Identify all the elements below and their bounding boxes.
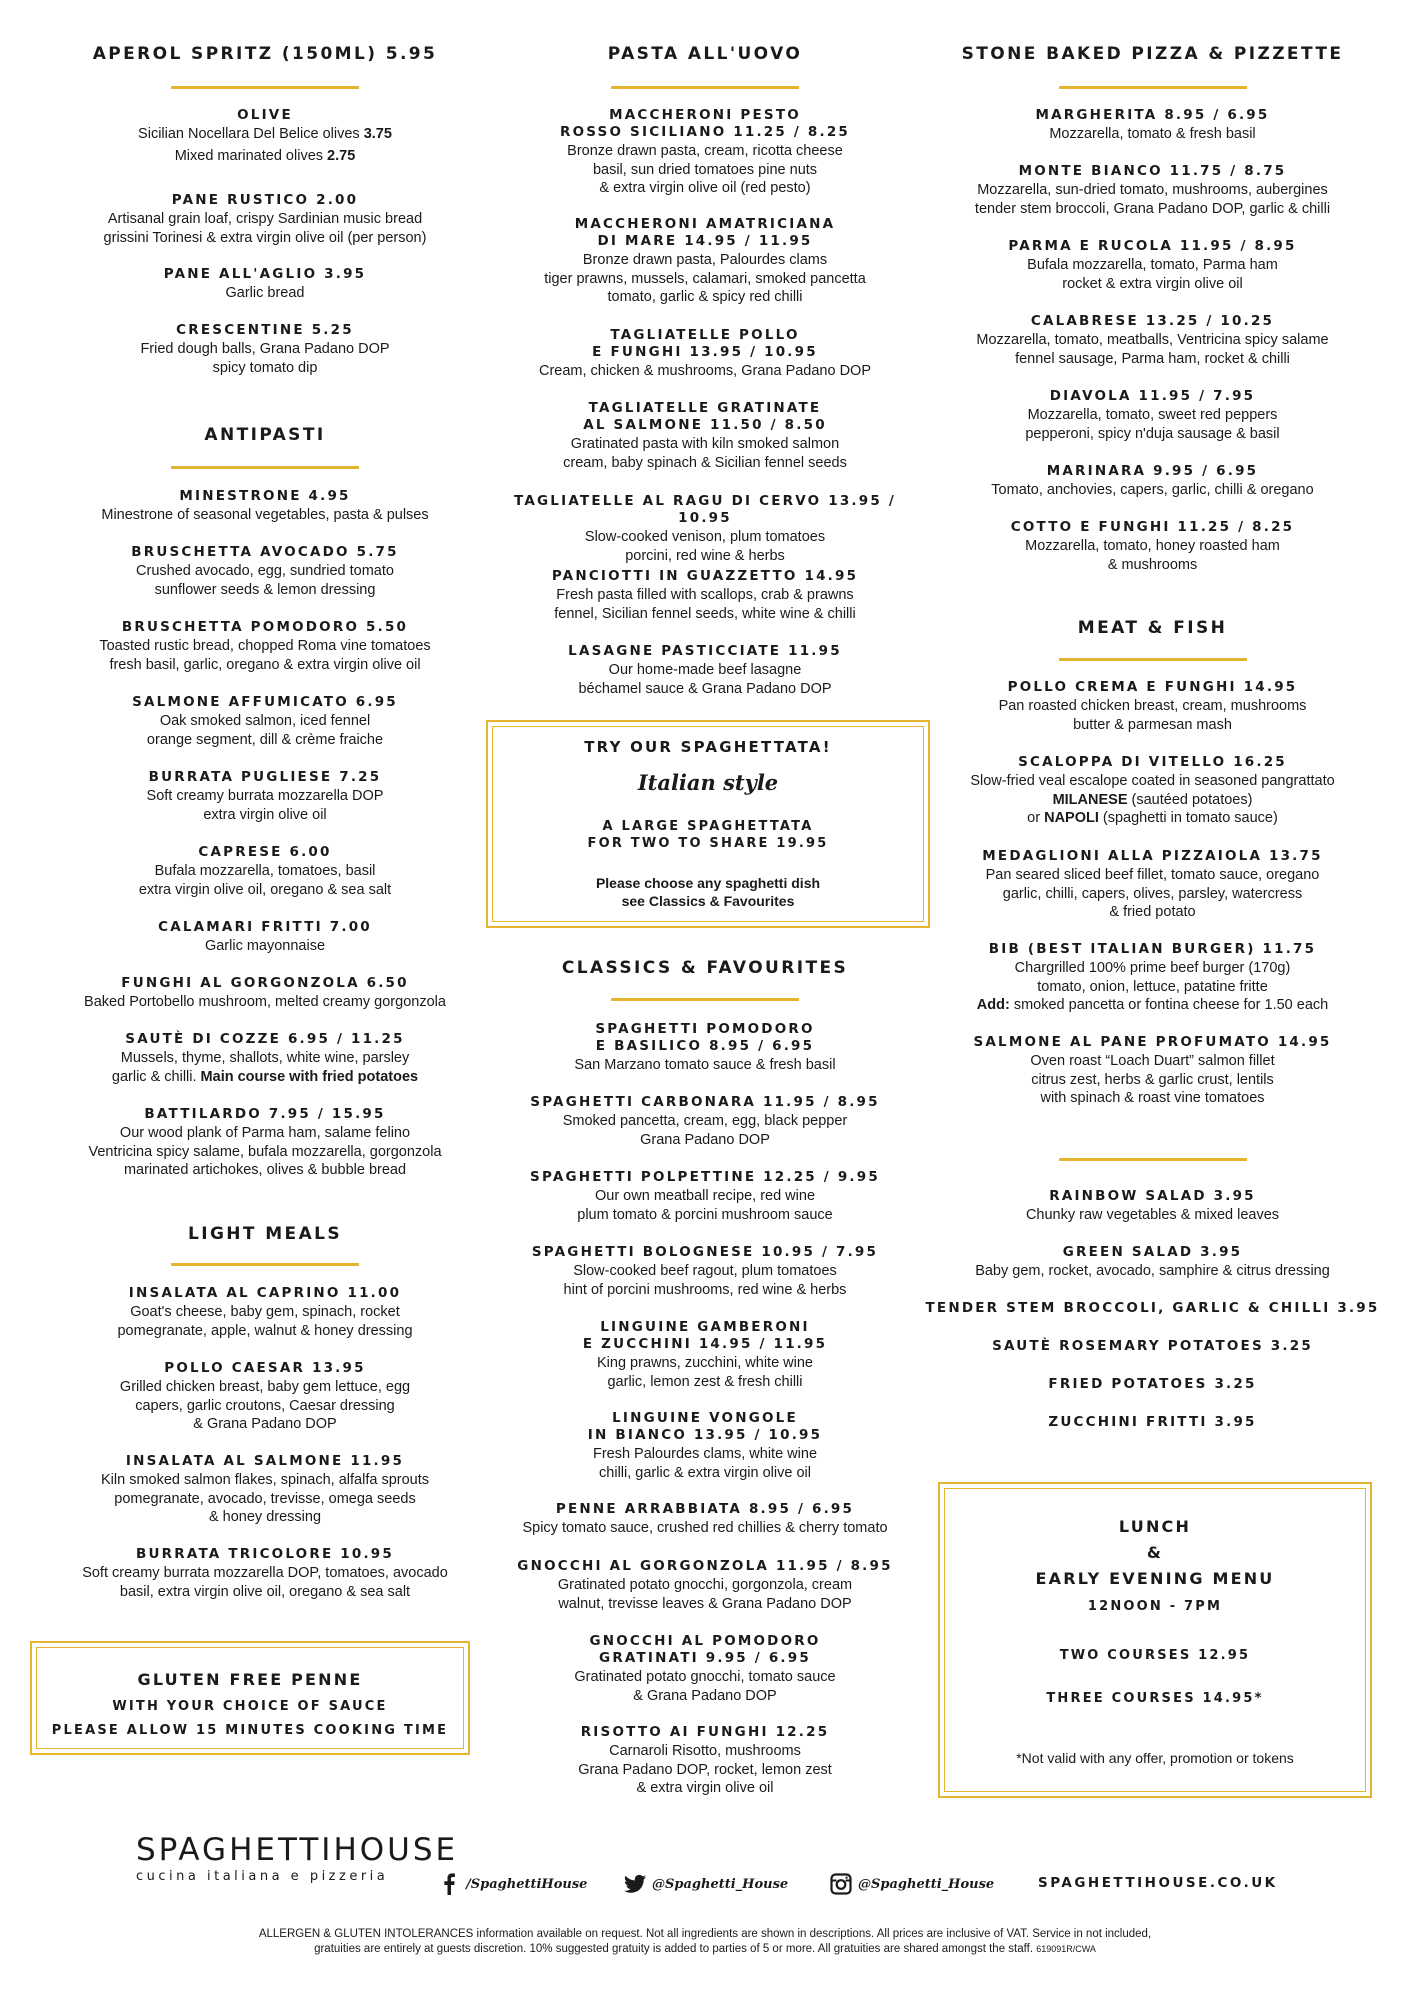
item-desc: Chunky raw vegetables & mixed leaves [1025,1207,1280,1223]
brand-logo [136,1833,458,1884]
spaghettata-box [486,720,930,928]
item-name: BURRATA PUGLIESE 7.25 [148,769,382,785]
gold-divider [611,86,799,89]
item-name: OLIVE [237,107,293,123]
item-desc: Garlic mayonnaise [204,938,326,954]
item-desc: Mussels, thyme, shallots, white wine, parsley [120,1050,410,1066]
item-desc: Slow-fried veal escalope coated in seasoned pangrattato [970,773,1335,789]
menu-item [40,322,490,377]
item-desc: Kiln smoked salmon flakes, spinach, alfalfa sprouts pomegranate, avocado, trevisse, omega seeds & honey dressing [100,1472,430,1525]
item-name: SALMONE AFFUMICATO 6.95 [132,694,398,710]
item-desc: Pan roasted chicken breast, cream, mushrooms butter & parmesan mash [998,698,1307,733]
twitter-link[interactable] [624,1873,788,1895]
twitter-icon [624,1873,646,1895]
item-desc: Grilled chicken breast, baby gem lettuce, egg capers, garlic croutons, Caesar dressing & Grana Padano DOP [119,1379,411,1432]
item-name: SPAGHETTI CARBONARA 11.95 / 8.95 [530,1094,880,1110]
item-desc: Mozzarella, tomato, sweet red peppers pepperoni, spicy n'duja sausage & basil [1025,407,1280,442]
menu-item [40,844,490,899]
menu-item [40,266,490,303]
menu-item [485,400,925,472]
item-desc [40,125,490,144]
item-desc [920,809,1385,828]
gluten-free-note: PLEASE ALLOW 15 MINUTES COOKING TIME [51,1723,449,1738]
spaghettata-note: Please choose any spaghetti dish [595,875,821,891]
item-desc: Slow-cooked venison, plum tomatoes porcini, red wine & herbs [584,529,826,564]
item-name: SPAGHETTI POLPETTINE 12.25 / 9.95 [530,1169,880,1185]
item-desc: Our wood plank of Parma ham, salame felino Ventricina spicy salame, bufala mozzarella, gorgonzola marinated artichokes, olives & bubble bread [88,1125,442,1178]
item-desc: Mozzarella, tomato, honey roasted ham & mushrooms [1025,538,1280,573]
item-name: SPAGHETTI POMODORO E BASILICO 8.95 / 6.95 [595,1021,815,1054]
saute-main-course: Main course with fried potatoes [200,1068,419,1085]
burger-add-label: Add: [976,997,1010,1013]
menu-item [40,192,490,247]
spaghettata-note: see Classics & Favourites [621,893,795,909]
spaghettata-offer: A LARGE SPAGHETTATA [602,819,814,834]
instagram-icon [830,1873,852,1895]
item-name: CRESCENTINE 5.25 [176,322,354,338]
olive-desc-1: Sicilian Nocellara Del Belice olives [138,126,360,142]
scaloppa-napoli-desc: (spaghetti in tomato sauce) [1098,810,1278,826]
menu-item [920,679,1385,734]
spaghettata-script: Italian style [637,770,779,795]
menu-item [40,694,490,749]
item-name: BRUSCHETTA POMODORO 5.50 [121,619,409,635]
item-name: FRIED POTATOES 3.25 [1048,1376,1257,1392]
item-desc: Baby gem, rocket, avocado, samphire & citrus dressing [975,1263,1330,1279]
section-title-antipasti: ANTIPASTI [204,425,326,445]
menu-item [485,493,925,565]
item-name: MACCHERONI AMATRICIANA DI MARE 14.95 / 11.95 [574,216,836,249]
spaghettata-price: FOR TWO TO SHARE 19.95 [587,836,829,851]
menu-item [485,1410,925,1482]
item-desc: Our own meatball recipe, red wine plum tomato & porcini mushroom sauce [577,1188,833,1223]
item-name: SCALOPPA DI VITELLO 16.25 [1018,754,1287,770]
facebook-link[interactable] [438,1873,587,1895]
burger-add-options: smoked pancetta or fontina cheese for 1.50 each [1009,997,1329,1013]
item-name: DIAVOLA 11.95 / 7.95 [1049,388,1256,404]
menu-item [40,488,490,525]
allergen-text: gratuities are entirely at guests discretion. 10% suggested gratuity is added to parties of 5 or more. All gratuities are shared amongst the staff. [314,1943,1034,1955]
item-desc: King prawns, zucchini, white wine garlic, lemon zest & fresh chilli [597,1355,813,1390]
gold-divider [171,466,359,469]
gold-divider [171,86,359,89]
olive-price-2: 2.75 [327,147,356,164]
item-name: CAPRESE 6.00 [198,844,332,860]
lunch-hours: 12NOON - 7PM [1087,1599,1223,1614]
item-desc: Slow-cooked beef ragout, plum tomatoes hint of porcini mushrooms, red wine & herbs [563,1263,847,1298]
item-name: PANCIOTTI IN GUAZZETTO 14.95 [551,568,859,584]
menu-item [920,107,1385,144]
menu-item [920,1188,1385,1225]
item-name: GNOCCHI AL POMODORO GRATINATI 9.95 / 6.95 [589,1633,821,1666]
scaloppa-or: or [1027,810,1045,826]
item-name: MACCHERONI PESTO ROSSO SICILIANO 11.25 / 8.25 [559,107,851,140]
gluten-free-title: GLUTEN FREE PENNE [137,1670,363,1689]
item-name: INSALATA AL CAPRINO 11.00 [128,1285,402,1301]
item-name: TENDER STEM BROCCOLI, GARLIC & CHILLI 3.95 [925,1300,1380,1316]
item-name: PENNE ARRABBIATA 8.95 / 6.95 [555,1501,855,1517]
item-name: GNOCCHI AL GORGONZOLA 11.95 / 8.95 [517,1558,893,1574]
item-desc: Mozzarella, sun-dried tomato, mushrooms, aubergines tender stem broccoli, Grana Padano DOP, garlic & chilli [974,182,1331,217]
saute-desc-2: garlic & chilli. [111,1068,197,1085]
menu-item [40,975,490,1012]
menu-item [485,1724,925,1798]
gluten-free-sauce: WITH YOUR CHOICE OF SAUCE [112,1699,388,1714]
item-desc: Minestrone of seasonal vegetables, pasta & pulses [101,507,429,523]
side-item [920,1376,1385,1393]
item-desc: Soft creamy burrata mozzarella DOP extra virgin olive oil [146,788,384,823]
early-evening-title: EARLY EVENING MENU [1035,1569,1275,1588]
item-desc: Carnaroli Risotto, mushrooms Grana Padano DOP, rocket, lemon zest & extra virgin olive oil [578,1743,832,1796]
menu-item [485,216,925,307]
item-desc: Smoked pancetta, cream, egg, black pepper Grana Padano DOP [562,1113,848,1148]
item-desc: Soft creamy burrata mozzarella DOP, tomatoes, avocado basil, extra virgin olive oil, oregano & sea salt [82,1565,448,1600]
item-name: GREEN SALAD 3.95 [1062,1244,1243,1260]
item-desc: Baked Portobello mushroom, melted creamy gorgonzola [84,994,446,1010]
item-name: PARMA E RUCOLA 11.95 / 8.95 [1008,238,1297,254]
menu-item [40,919,490,956]
menu-item [40,1360,490,1434]
item-desc: San Marzano tomato sauce & fresh basil [574,1057,836,1073]
brand-tagline: cucina italiana e pizzeria [136,1869,389,1884]
item-desc: Oak smoked salmon, iced fennel orange segment, dill & crème fraiche [146,713,384,748]
twitter-handle: @Spaghetti_House [652,1876,789,1892]
item-name: CALAMARI FRITTI 7.00 [158,919,372,935]
section-title-light-meals: LIGHT MEALS [187,1224,343,1244]
item-desc: Fresh pasta filled with scallops, crab & prawns fennel, Sicilian fennel seeds, white wine & chilli [554,587,856,622]
item-desc: Garlic bread [225,285,305,301]
item-desc [40,147,490,166]
olive-price-1: 3.75 [363,126,392,142]
item-desc: Bronze drawn pasta, Palourdes clams tiger prawns, mussels, calamari, smoked pancetta tomato, garlic & spicy red chilli [544,252,866,305]
item-name: MARGHERITA 8.95 / 6.95 [1035,107,1270,123]
item-desc: Cream, chicken & mushrooms, Grana Padano DOP [538,363,872,379]
menu-item-scaloppa [920,754,1385,828]
item-name: TAGLIATELLE GRATINATE AL SALMONE 11.50 / 8.50 [583,400,827,433]
gold-divider [1059,1158,1247,1161]
menu-item [920,519,1385,574]
menu-item [40,1285,490,1340]
scaloppa-napoli: NAPOLI [1044,810,1099,826]
print-code: 619091R/CWA [1036,1944,1096,1954]
item-name: INSALATA AL SALMONE 11.95 [125,1453,405,1469]
item-desc [40,1068,490,1087]
menu-item [485,1169,925,1224]
facebook-handle: /SpaghettiHouse [466,1876,588,1892]
item-name: MINESTRONE 4.95 [179,488,351,504]
menu-item [485,1094,925,1149]
menu-item [40,544,490,599]
menu-item [485,1501,925,1538]
brand-name: SPAGHETTIHOUSE [136,1832,459,1868]
menu-item [920,848,1385,922]
item-desc: Chargrilled 100% prime beef burger (170g) tomato, onion, lettuce, patatine fritte [1014,960,1291,995]
menu-item [40,1453,490,1527]
item-name: MARINARA 9.95 / 6.95 [1046,463,1259,479]
menu-item-saute [40,1031,490,1086]
menu-item [40,1546,490,1601]
three-courses: THREE COURSES 14.95* [1046,1691,1264,1706]
menu-item [920,463,1385,500]
scaloppa-milanese-desc: (sautéed potatoes) [1127,791,1253,808]
item-name: ZUCCHINI FRITTI 3.95 [1048,1414,1257,1430]
item-name: BRUSCHETTA AVOCADO 5.75 [131,544,399,560]
menu-item [920,163,1385,218]
menu-item [920,388,1385,443]
item-name: BATTILARDO 7.95 / 15.95 [144,1106,386,1122]
item-desc: Mozzarella, tomato, meatballs, Ventricina spicy salame fennel sausage, Parma ham, rocket & chilli [976,332,1329,367]
item-name: RISOTTO AI FUNGHI 12.25 [580,1724,830,1740]
item-name: POLLO CAESAR 13.95 [164,1360,366,1376]
website-link[interactable]: SPAGHETTIHOUSE.CO.UK [1038,1875,1278,1891]
item-desc: Gratinated potato gnocchi, gorgonzola, cream walnut, trevisse leaves & Grana Padano DOP [557,1577,853,1612]
item-name: POLLO CREMA E FUNGHI 14.95 [1007,679,1298,695]
allergen-line-2 [120,1942,1290,1957]
scaloppa-milanese: MILANESE [1052,791,1128,808]
gold-divider [611,998,799,1001]
menu-item [920,1034,1385,1108]
menu-item [40,619,490,674]
gold-divider [1059,86,1247,89]
item-desc: Fresh Palourdes clams, white wine chilli, garlic & extra virgin olive oil [592,1446,818,1481]
section-title-classics: CLASSICS & FAVOURITES [561,958,849,978]
menu-item [485,1319,925,1391]
side-item [920,1414,1385,1431]
gluten-free-box [30,1641,470,1755]
menu-item-burger [920,941,1385,1015]
item-desc: Bufala mozzarella, tomatoes, basil extra virgin olive oil, oregano & sea salt [138,863,392,898]
item-desc: Bronze drawn pasta, cream, ricotta cheese basil, sun dried tomatoes pine nuts & extra virgin olive oil (red pesto) [567,143,843,196]
item-desc: Pan seared sliced beef fillet, tomato sauce, oregano garlic, chilli, capers, olives, parsley, watercress & fried potato [985,867,1320,920]
item-desc: Crushed avocado, egg, sundried tomato sunflower seeds & lemon dressing [136,563,394,598]
item-name: PANE ALL'AGLIO 3.95 [163,266,367,282]
menu-item [40,769,490,824]
item-name: COTTO E FUNGHI 11.25 / 8.25 [1010,519,1295,535]
menu-item [485,1633,925,1705]
olive-desc-2: Mixed marinated olives [174,147,324,164]
menu-item [485,1558,925,1613]
lunch-menu-box [938,1482,1372,1798]
item-name: LINGUINE VONGOLE IN BIANCO 13.95 / 10.95 [587,1410,823,1443]
instagram-handle: @Spaghetti_House [858,1876,995,1892]
item-name: FUNGHI AL GORGONZOLA 6.50 [121,975,409,991]
gold-divider [171,1263,359,1266]
menu-item [485,1021,925,1075]
lunch-ampersand: & [1146,1543,1164,1562]
item-name: SALMONE AL PANE PROFUMATO 14.95 [973,1034,1332,1050]
menu-item [920,1244,1385,1281]
item-desc [920,791,1385,810]
menu-item [920,238,1385,293]
item-name: SAUTÈ ROSEMARY POTATOES 3.25 [992,1338,1313,1354]
item-name: LASAGNE PASTICCIATE 11.95 [568,643,842,659]
menu-item [485,1244,925,1299]
side-item [920,1300,1385,1317]
item-name: RAINBOW SALAD 3.95 [1049,1188,1256,1204]
item-desc [920,996,1385,1015]
gold-divider [1059,658,1247,661]
item-desc: Gratinated pasta with kiln smoked salmon cream, baby spinach & Sicilian fennel seeds [563,436,847,471]
item-name: TAGLIATELLE POLLO E FUNGHI 13.95 / 10.95 [592,327,818,360]
menu-item [485,643,925,698]
item-desc: Spicy tomato sauce, crushed red chillies & cherry tomato [522,1520,888,1536]
menu-item [920,313,1385,368]
allergen-line-1: ALLERGEN & GLUTEN INTOLERANCES information available on request. Not all ingredients are shown in descriptions. All prices are inclusive of VAT. Service in not included, [258,1928,1152,1940]
section-title-meat-fish: MEAT & FISH [1077,618,1228,638]
section-title-pasta: PASTA ALL'UOVO [607,44,803,64]
item-desc: Mozzarella, tomato & fresh basil [1049,126,1256,142]
item-name: BURRATA TRICOLORE 10.95 [136,1546,394,1562]
item-name: SPAGHETTI BOLOGNESE 10.95 / 7.95 [531,1244,879,1260]
section-title-pizza: STONE BAKED PIZZA & PIZZETTE [961,44,1344,64]
item-name: BIB (BEST ITALIAN BURGER) 11.75 [988,941,1317,957]
menu-item [485,568,925,623]
item-name: TAGLIATELLE AL RAGU DI CERVO 13.95 / 10.95 [514,493,896,526]
side-item [920,1338,1385,1355]
item-name: MONTE BIANCO 11.75 / 8.75 [1018,163,1287,179]
item-desc: Goat's cheese, baby gem, spinach, rocket pomegranate, apple, walnut & honey dressing [117,1304,413,1339]
allergen-notice [120,1927,1290,1957]
menu-item [40,1106,490,1180]
item-name: PANE RUSTICO 2.00 [171,192,359,208]
menu-item [485,327,925,381]
item-name: LINGUINE GAMBERONI E ZUCCHINI 14.95 / 11.95 [582,1319,828,1352]
menu-item [485,107,925,198]
menu-item-olive [40,107,490,165]
lunch-title: LUNCH [1118,1517,1192,1536]
item-name: MEDAGLIONI ALLA PIZZAIOLA 13.75 [982,848,1323,864]
item-desc: Our home-made beef lasagne béchamel sauce & Grana Padano DOP [578,662,832,697]
item-name: CALABRESE 13.25 / 10.25 [1030,313,1275,329]
instagram-link[interactable] [830,1873,994,1895]
item-desc: Toasted rustic bread, chopped Roma vine tomatoes fresh basil, garlic, oregano & extra virgin olive oil [99,638,431,673]
item-desc: Oven roast “Loach Duart” salmon fillet citrus zest, herbs & garlic crust, lentils with spinach & roast vine tomatoes [1030,1053,1275,1106]
item-desc: Artisanal grain loaf, crispy Sardinian music bread grissini Torinesi & extra virgin olive oil (per person) [103,211,427,246]
item-name: SAUTÈ DI COZZE 6.95 / 11.25 [125,1031,405,1047]
aperol-heading: APEROL SPRITZ (150ML) 5.95 [92,44,438,64]
lunch-note: *Not valid with any offer, promotion or tokens [1016,1750,1294,1766]
facebook-icon [438,1873,460,1895]
item-desc: Bufala mozzarella, tomato, Parma ham rocket & extra virgin olive oil [1027,257,1278,292]
spaghettata-title: TRY OUR SPAGHETTATA! [584,738,832,756]
item-desc: Tomato, anchovies, capers, garlic, chilli & oregano [991,482,1314,498]
item-desc: Fried dough balls, Grana Padano DOP spicy tomato dip [140,341,390,376]
two-courses: TWO COURSES 12.95 [1059,1648,1251,1663]
item-desc: Gratinated potato gnocchi, tomato sauce & Grana Padano DOP [574,1669,836,1704]
